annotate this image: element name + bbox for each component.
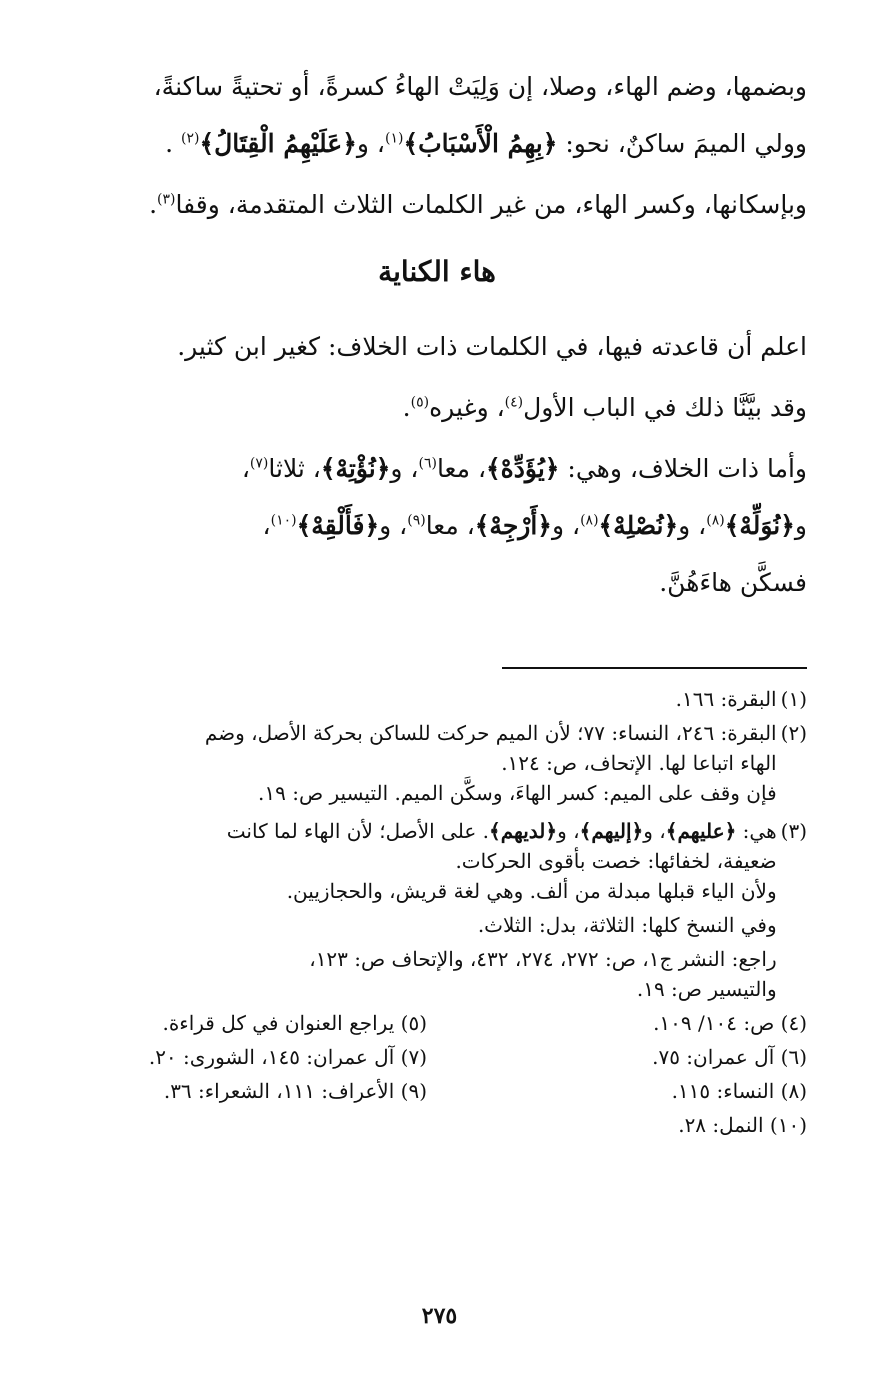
quran-quote: ﴿نُصْلِهْ﴾ <box>598 511 679 540</box>
text: ، و <box>356 129 385 158</box>
text: . على الأصل؛ لأن الهاء لما كانت <box>226 819 489 843</box>
text: ، و <box>557 819 580 843</box>
footnotes <box>67 684 807 1144</box>
footnote-number: (٣) <box>780 819 807 843</box>
quran-quote: ﴿عَلَيْهِمُ الْقِتَالُ﴾ <box>199 129 357 158</box>
footnote-continuation: فإن وقف على الميم: كسر الهاءَ، وسكَّن الميم. التيسير ص: ١٩. <box>258 781 777 805</box>
footnote-line <box>67 816 777 846</box>
text: وولي الميمَ ساكنٌ، نحو: <box>565 129 807 158</box>
quran-quote: ﴿نُوَلِّهْ﴾ <box>724 511 795 540</box>
text: ، و <box>379 511 408 540</box>
paragraph-1-line-1: وبضمها، وضم الهاء، وصلا، إن وَلِيَتْ الهاءُ كسرةً، أو تحتيةً ساكنةً، <box>153 72 807 101</box>
paragraph-5-line-2 <box>67 497 807 554</box>
footnote-ref: (٥) <box>410 394 430 411</box>
footnote-3 <box>67 816 807 1004</box>
footnote-4: (٤) ص: ١٠٤/ ١٠٩. <box>653 1011 807 1035</box>
footnote-ref: (٧) <box>249 455 269 472</box>
text: ، و <box>551 511 581 540</box>
text: وبإسكانها، وكسر الهاء، من غير الكلمات الثلاث المتقدمة، وقفا <box>175 190 807 219</box>
paragraph-5-line-1 <box>67 440 807 497</box>
footnote-5: (٥) يراجع العنوان في كل قراءة. <box>162 1011 427 1035</box>
footnote-6: (٦) آل عمران: ٧٥. <box>652 1045 807 1069</box>
paragraph-2 <box>67 176 807 233</box>
footnote-8: (٨) النساء: ١١٥. <box>671 1079 807 1103</box>
quran-quote: ﴿نُؤْتِهْ﴾ <box>320 454 391 483</box>
text: هي: <box>742 819 777 843</box>
footnote-number: (٢) <box>780 721 807 745</box>
quran-quote: ﴿إليهم﴾ <box>579 819 644 843</box>
quran-quote: ﴿لديهم﴾ <box>488 819 558 843</box>
footnote-text <box>67 816 777 1004</box>
footnote-ref: (٣) <box>157 191 176 208</box>
paragraph-4 <box>67 379 807 436</box>
quran-quote: ﴿فَأَلْقِهْ﴾ <box>296 511 380 540</box>
footnote-line: الهاء اتباعا لها. الإتحاف، ص: ١٢٤. <box>501 751 777 775</box>
text: ، و <box>643 819 666 843</box>
footnote-line: ضعيفة، لخفائها: خصت بأقوى الحركات. <box>455 849 777 873</box>
text: . <box>402 393 411 422</box>
footnote-number: (١) <box>780 687 807 711</box>
footnote-ref: (٨) <box>706 512 725 529</box>
page-number: ٢٧٥ <box>421 1303 458 1329</box>
footnote-continuation: ولأن الياء قبلها مبدلة من ألف. وهي لغة قريش، والحجازيين. <box>286 879 777 903</box>
footnote-1 <box>67 684 807 714</box>
footnote-ref: (٢) <box>180 130 200 147</box>
text: وقد بيَّنَّا ذلك في الباب الأول <box>523 393 807 422</box>
footnote-separator <box>502 667 807 669</box>
quran-quote: ﴿يُؤَدِّهْ﴾ <box>486 454 560 483</box>
footnote-9: (٩) الأعراف: ١١١، الشعراء: ٣٦. <box>163 1079 427 1103</box>
footnote-text: البقرة: ١٦٦. <box>675 687 777 711</box>
paragraph-5-line-3: فسكَّن هاءَهُنَّ. <box>659 568 807 597</box>
text: ، وغيره <box>429 393 505 422</box>
text: و <box>794 511 807 540</box>
footnote-line: البقرة: ٢٤٦، النساء: ٧٧؛ لأن الميم حركت للساكن بحركة الأصل، وضم <box>204 721 777 745</box>
footnote-grid <box>67 1008 807 1144</box>
footnote-continuation: وفي النسخ كلها: الثلاثة، بدل: الثلاث. <box>477 913 777 937</box>
main-text <box>67 58 807 615</box>
footnote-7: (٧) آل عمران: ١٤٥، الشورى: ٢٠. <box>148 1045 427 1069</box>
footnote-ref: (٩) <box>407 512 426 529</box>
text: ، و <box>390 454 419 483</box>
footnote-line: راجع: النشر ج١، ص: ٢٧٢، ٢٧٤، ٤٣٢، والإتحاف ص: ١٢٣، <box>309 947 777 971</box>
paragraph-1 <box>67 58 807 172</box>
footnote-ref: (١) <box>384 130 404 147</box>
text: وأما ذات الخلاف، وهي: <box>567 454 807 483</box>
quran-quote: ﴿عليهم﴾ <box>665 819 737 843</box>
footnote-ref: (٨) <box>580 512 599 529</box>
footnote-ref: (١٠) <box>270 512 297 529</box>
footnote-10: (١٠) النمل: ٢٨. <box>678 1113 807 1137</box>
footnote-text <box>67 718 777 812</box>
paragraph-1-line-2 <box>67 115 807 172</box>
text: ، <box>262 511 271 540</box>
text: . <box>149 190 158 219</box>
paragraph-3: اعلم أن قاعدته فيها، في الكلمات ذات الخلاف: كغير ابن كثير. <box>177 332 807 361</box>
quran-quote: ﴿أَرْجِهْ﴾ <box>474 511 552 540</box>
section-heading: هاء الكناية <box>378 255 496 288</box>
paragraph-5 <box>67 440 807 611</box>
quran-quote: ﴿بِهِمُ الْأَسْبَابُ﴾ <box>403 129 558 158</box>
text: ، معا <box>425 511 475 540</box>
text: ، و <box>678 511 707 540</box>
footnote-ref: (٤) <box>504 394 524 411</box>
text: ، ثلاثا <box>268 454 321 483</box>
text: ، <box>241 454 250 483</box>
footnote-ref: (٦) <box>418 455 437 472</box>
footnote-2 <box>67 718 807 812</box>
text: ، معا <box>436 454 487 483</box>
text: . <box>165 129 174 158</box>
footnote-line: والتيسير ص: ١٩. <box>636 977 777 1001</box>
